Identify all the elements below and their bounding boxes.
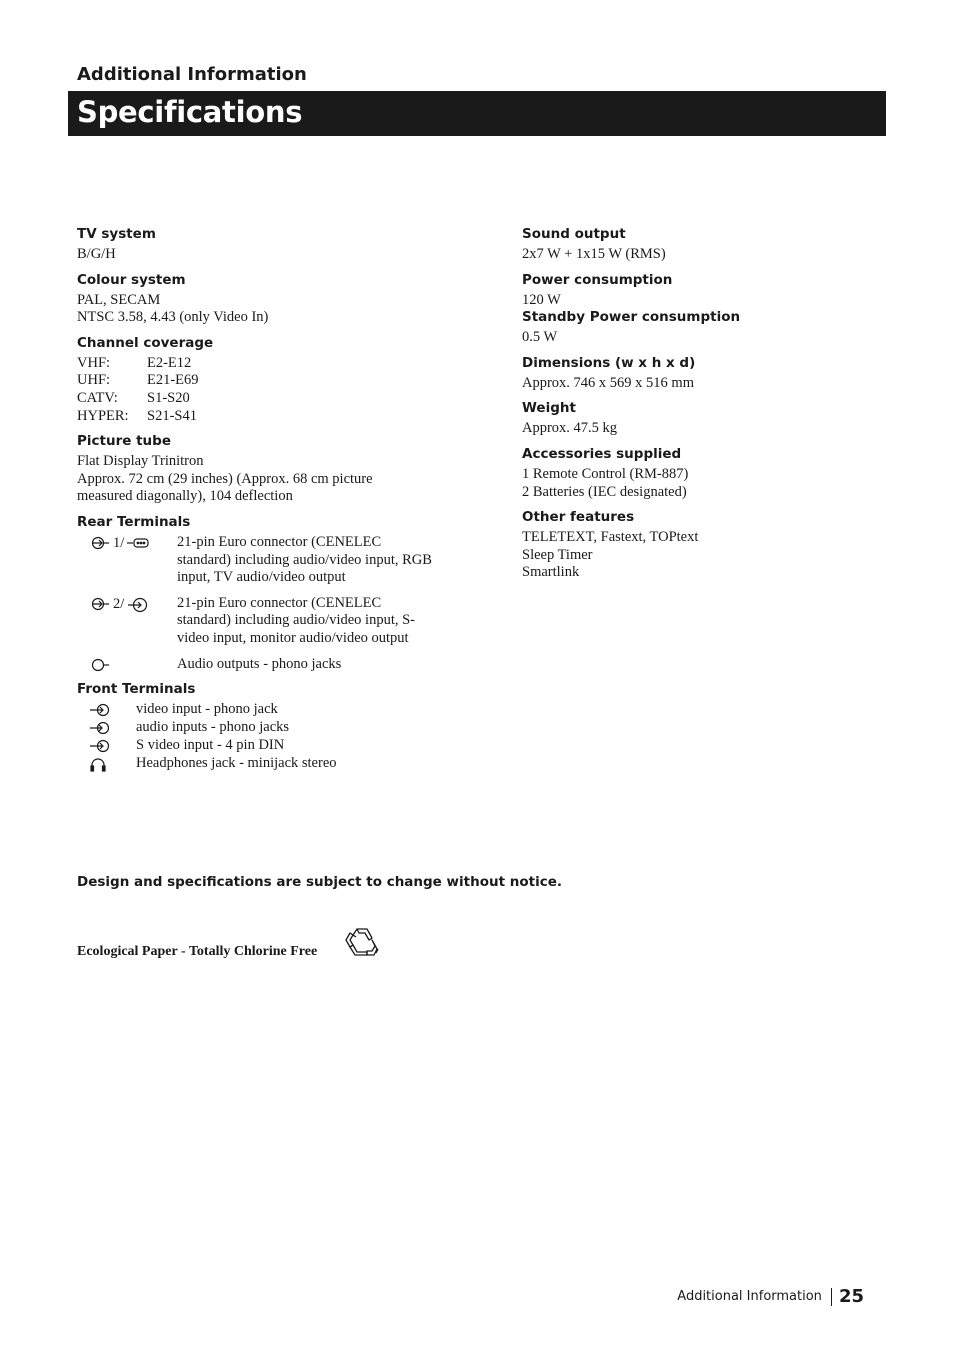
tv-system-heading: TV system	[77, 226, 156, 242]
front-terminal-item	[77, 719, 457, 737]
channel-range: E21-E69	[147, 372, 199, 389]
channel-range: E2-E12	[147, 354, 192, 371]
terminal-description: 21-pin Euro connector (CENELEC standard) including audio/video input, S-video input, monitor audio/video output	[177, 594, 416, 646]
terminal-description: 21-pin Euro connector (CENELEC standard) including audio/video input, RGB input, TV audio/video output	[177, 533, 432, 586]
accessories-line: 2 Batteries (IEC designated)	[522, 483, 687, 500]
channel-band: UHF:	[77, 372, 111, 389]
rear-terminal-item	[77, 534, 457, 587]
terminal-description: Headphones jack - minijack stereo	[136, 755, 337, 772]
change-notice: Design and specifications are subject to change without notice.	[77, 874, 562, 890]
rear-terminal-item	[77, 595, 457, 648]
rear-terminal-item	[77, 656, 457, 674]
power-consumption-heading: Power consumption	[522, 271, 673, 288]
front-terminal-item	[77, 737, 457, 755]
channel-band: HYPER:	[77, 407, 129, 424]
svideo-input-icon	[89, 739, 111, 753]
recycle-icon	[343, 925, 383, 963]
picture-tube-line: Approx. 72 cm (29 inches) (Approx. 68 cm picture	[77, 470, 373, 487]
right-column	[522, 226, 862, 582]
sound-output-heading: Sound output	[522, 226, 626, 242]
audio-output-icon	[91, 658, 111, 672]
picture-tube-line: measured diagonally), 104 deflection	[77, 488, 293, 505]
other-features-heading: Other features	[522, 509, 635, 526]
channel-band: VHF:	[77, 354, 111, 371]
page-footer	[677, 1286, 864, 1307]
accessories-line: 1 Remote Control (RM-887)	[522, 465, 689, 482]
scart-in-icon	[91, 536, 111, 550]
video-input-icon	[89, 703, 111, 717]
picture-tube-line: Flat Display Trinitron	[77, 453, 204, 470]
channel-row	[77, 355, 457, 373]
footer-label: Additional Information	[677, 1289, 822, 1304]
weight-value: Approx. 47.5 kg	[522, 420, 618, 437]
dimensions-value: Approx. 746 x 569 x 516 mm	[522, 374, 694, 391]
section-title: Additional Information	[77, 64, 307, 85]
accessories-heading: Accessories supplied	[522, 445, 682, 462]
colour-system-line: NTSC 3.58, 4.43 (only Video In)	[77, 309, 269, 326]
scart-in-icon	[91, 597, 111, 611]
sound-output-value: 2x7 W + 1x15 W (RMS)	[522, 246, 666, 262]
terminal-description: Audio outputs - phono jacks	[177, 655, 342, 672]
terminal-description: audio inputs - phono jacks	[136, 719, 290, 736]
terminal-description: S video input - 4 pin DIN	[136, 737, 285, 754]
other-features-line: TELETEXT, Fastext, TOPtext	[522, 529, 699, 546]
left-column	[77, 226, 457, 773]
channel-range: S21-S41	[147, 407, 197, 424]
other-features-line: Smartlink	[522, 564, 580, 581]
weight-heading: Weight	[522, 400, 576, 417]
other-features-line: Sleep Timer	[522, 546, 593, 563]
terminal-number: 2/	[113, 595, 125, 612]
footer-divider	[831, 1288, 832, 1306]
picture-tube-heading: Picture tube	[77, 433, 171, 450]
rear-terminals-heading: Rear Terminals	[77, 513, 191, 530]
audio-input-icon	[89, 721, 111, 735]
terminal-number: 1/	[113, 534, 125, 551]
page-number: 25	[838, 1286, 864, 1307]
front-terminals-heading: Front Terminals	[77, 681, 196, 698]
channel-row	[77, 372, 457, 390]
standby-power-heading: Standby Power consumption	[522, 309, 741, 326]
colour-system-line: PAL, SECAM	[77, 291, 161, 308]
eco-paper-note: Ecological Paper - Totally Chlorine Free	[77, 944, 318, 959]
channel-range: S1-S20	[147, 389, 190, 406]
standby-power-value: 0.5 W	[522, 329, 558, 346]
headphones-icon	[89, 756, 107, 772]
channel-row	[77, 390, 457, 408]
channel-band: CATV:	[77, 389, 118, 406]
scart-av-svideo-icon	[126, 597, 148, 613]
colour-system-heading: Colour system	[77, 271, 186, 288]
front-terminal-item	[77, 701, 457, 719]
dimensions-heading: Dimensions (w x h x d)	[522, 354, 696, 371]
front-terminal-item	[77, 755, 457, 773]
scart-av-rgb-icon	[126, 536, 150, 550]
channel-row	[77, 408, 457, 426]
power-consumption-value: 120 W	[522, 291, 561, 308]
terminal-description: video input - phono jack	[136, 701, 278, 718]
channel-coverage-heading: Channel coverage	[77, 334, 214, 351]
tv-system-value: B/G/H	[77, 246, 116, 262]
title-bar	[68, 91, 886, 136]
page-title: Specifications	[77, 95, 303, 129]
